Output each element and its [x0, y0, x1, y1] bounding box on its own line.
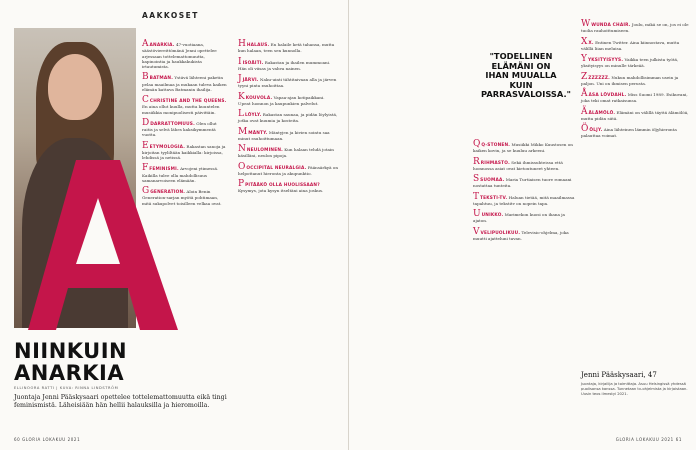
glossary-entry [142, 119, 228, 138]
entry-term: VELIPUOLIKUU. [480, 230, 521, 236]
glossary-entry [581, 90, 689, 104]
entry-text: Olen ollut raitis ja selvä lähes kaksikymmentä vuotta. [142, 120, 217, 138]
entry-text: Arvojeni ytimessä. Kaikilla tulee olla mahdollisuus samanarvoiseen elämään. [142, 166, 219, 183]
entry-initial-letter: A [142, 39, 149, 49]
entry-text: Mäntyjen ja kivien sointu saa minut rauhoittumaan. [238, 129, 330, 141]
entry-initial-letter: T [473, 191, 480, 202]
glossary-entry [142, 164, 228, 183]
entry-text: Marimekon kuosi on ihana ja ajaton. [473, 212, 565, 224]
entry-term: OCCIPITAL NEURALGIA. [246, 165, 307, 171]
entry-text: Sekä ihmissuhteissa että luonnossa asiat ovat kietoutuneet yhteen. [473, 159, 563, 171]
entry-initial-letter: X [581, 36, 588, 47]
entry-initial-letter: J [238, 74, 242, 84]
headline-line-1: NIINKUIN [14, 339, 128, 363]
entry-text: Rakastan sanoja ja kirjoitan tyyliltään kaikkialla: kirjoissa, lehdissä ja netissä. [142, 143, 226, 160]
entry-text: Aloin Benin Generation-sarjan myötä pohtimaan, mitä sukupolvet toisilleen velkaa ovat. [142, 189, 222, 206]
headline [14, 340, 127, 384]
signature-name: Jenni Pääskysaari, 47 [581, 371, 657, 379]
entry-term: DARRATTOMUUS. [150, 121, 195, 127]
glossary-entry [238, 180, 338, 194]
headline-line-2: ANARKIA [14, 361, 125, 385]
entry-text: Vapaa-ajan kotipaikkani. Upeat luonnon ja kaupunkien palvelut. [238, 94, 325, 106]
column-right-a [473, 140, 577, 245]
entry-initial-letter: Y [581, 54, 587, 64]
entry-initial-letter: Q [473, 139, 481, 149]
lead-paragraph: Juontaja Jenni Pääskysaari opettelee tottelemattomuutta eikä tingi feminismistä. Läheisiään hän hellii halauksilla ja hieromoilla. [14, 394, 227, 409]
entry-initial-letter: P [238, 179, 245, 189]
byline-credit: ELLINOORA RATTI | KUVA: RINNA LINDSTRÖM [14, 386, 119, 390]
entry-term: JÄRVI. [242, 78, 259, 83]
entry-term: TEKSTI-TV. [480, 195, 508, 201]
entry-initial-letter: H [238, 39, 246, 49]
entry-text: Vaikka teen julkista työtä, yksityisyys on minulle tärkeää. [581, 57, 679, 69]
entry-text: Televisio-ohjelma, joka muutti ajatteluni tavan. [473, 229, 569, 241]
entry-initial-letter: V [473, 226, 480, 237]
entry-term: WUNDA CHAIR. [591, 23, 631, 28]
entry-initial-letter: R [473, 156, 480, 167]
entry-text: Musiikki Mikko Kuustosen on kaiken kovin, ja se kuuluu arkeeni. [473, 142, 573, 154]
entry-initial-letter: S [473, 174, 480, 184]
glossary-entry [473, 158, 577, 172]
glossary-entry [142, 142, 228, 161]
section-tag: AAKKOSET [142, 11, 199, 20]
glossary-entry [581, 55, 689, 69]
entry-initial-letter: Å [581, 89, 588, 99]
entry-term: MÄNTY. [248, 130, 268, 136]
entry-text: Entinen Twitter. Aina kiinnostava, mutta välillä liian meluisa. [581, 39, 680, 51]
entry-term: BATMAN. [149, 76, 174, 82]
entry-text: Maria Turtiaisen tuore romaani nostattaa tunteita. [473, 177, 572, 189]
entry-term: ZZZZZZ. [588, 75, 610, 81]
entry-text: En aina ollut kuulla, mutta kuuntelen musiikkia monipuolisesti päivittäin. [142, 104, 220, 115]
column-middle [238, 40, 338, 198]
entry-text: En halaile ketä tahansa, mutta kun halaan, teen sen kunnolla. [238, 42, 335, 54]
column-right-b [581, 20, 689, 143]
entry-term: SUOMAA. [480, 178, 505, 183]
entry-term: ETYMOLOGIA. [149, 144, 186, 150]
entry-initial-letter: I [238, 56, 242, 67]
entry-text: Elämäni on välillä täyttä älämölöä, mutta pidän siitä. [581, 109, 689, 121]
portrait-face [48, 54, 102, 120]
entry-term: UNIKKO. [481, 213, 504, 218]
entry-term: KOUVOLA. [245, 95, 273, 101]
glossary-entry [581, 125, 689, 139]
glossary-entry [581, 20, 689, 34]
entry-term: ÅSA LÖVDAHL. [588, 93, 627, 98]
entry-term: LÖYLY. [244, 113, 262, 118]
glossary-entry [238, 128, 338, 142]
entry-term: PITÄÄKÖ OLLA HUOLISSAAN? [245, 183, 320, 188]
entry-text: Päänsärkyä on helpottanut hieronta ja akupunktio. [238, 164, 338, 176]
entry-initial-letter: F [142, 163, 149, 174]
glossary-entry [238, 163, 338, 177]
entry-text: Aina lähteinen lämmin öljyhieronta palauttaa voimat. [581, 127, 677, 139]
entry-term: FEMINISMI. [149, 167, 179, 173]
entry-text: Joulu, mikä se on, jos ei ole tuolia rauhoittumiseen. [581, 22, 689, 34]
entry-term: GENERATION. [150, 190, 186, 195]
entry-initial-letter: K [238, 91, 245, 102]
entry-term: NEULOMINEN. [246, 148, 283, 153]
entry-term: ISOÄITI. [242, 60, 264, 66]
entry-initial-letter: M [238, 126, 248, 137]
footer-left [14, 437, 80, 442]
glossary-entry [238, 58, 338, 72]
entry-text: Ystävä lähteeni paketin pelaa maailmaa ja mukaan tuleva kaiken elämän kattava Batmanin ihailija. [142, 75, 227, 92]
glossary-entry [238, 110, 338, 124]
glossary-entry [581, 73, 689, 87]
glossary-entry [142, 187, 228, 206]
entry-term: HALAUS. [246, 43, 270, 48]
glossary-entry [581, 38, 689, 52]
signature-box [581, 371, 689, 396]
glossary-entry [473, 175, 577, 189]
entry-text: Miss Suomi 1989. Esikuvani, joka teki omat ratkaisunsa. [581, 92, 688, 104]
right-page [348, 0, 696, 450]
entry-term: ÖLJY. [589, 128, 603, 133]
glossary-entry [238, 40, 338, 54]
entry-term: Q-STONEN. [481, 143, 511, 148]
entry-text: Rakastan ja ihailen mummoani. Hän oli viisas ja vahva nainen. [238, 59, 331, 71]
entry-term: ANARKIA. [149, 43, 175, 48]
entry-text: Kun halaan tehdä jotain käsilläni, neulon pipoja. [238, 147, 334, 159]
entry-term: RIHMASTO. [480, 160, 510, 166]
entry-initial-letter: W [581, 19, 591, 29]
glossary-entry [473, 228, 577, 242]
pull-quote: "TODELLINEN ELÄMÄNI ON IHAN MUUALLA KUIN PARRASVALOISSA." [481, 51, 571, 99]
glossary-entry [473, 140, 577, 154]
entry-initial-letter: E [142, 140, 149, 151]
entry-initial-letter: L [238, 109, 244, 119]
entry-term: X. [588, 40, 594, 46]
signature-bio: Juontaja, kirjailija ja toimittaja. Asuu Helsingissä yhdessä puolisonsa kanssa. Tunnetaan tv-ohjelmista ja kirjoistaan. Uusin teos ilmestyi 2021. [581, 382, 688, 396]
entry-initial-letter: Z [581, 71, 588, 82]
footer-magazine-right: GLORIA LOKAKUU 2021 [615, 437, 674, 442]
glossary-entry [238, 75, 338, 89]
entry-term: CHRISTINE AND THE QUEENS. [149, 99, 227, 104]
entry-text: 47-vuotiaana, säästöviereittömänä Jenni opettelee arjessaan tottelemattomuutta, kapinointia ja haukkakukista irtautumista. [142, 42, 217, 69]
glossary-entry [142, 73, 228, 92]
glossary-entry [473, 193, 577, 207]
glossary-entry [142, 40, 228, 69]
column-left [142, 40, 228, 210]
entry-text: Kysymys, jota kysyn itseltäni aina joskus. [238, 188, 324, 194]
entry-term: YKSITYISYYS. [587, 58, 624, 63]
glossary-entry [581, 108, 689, 122]
page-number-right: 61 [675, 437, 682, 442]
entry-initial-letter: C [142, 95, 149, 105]
entry-initial-letter: O [238, 161, 246, 172]
glossary-entry [238, 145, 338, 159]
footer-magazine-left: GLORIA LOKAKUU 2021 [22, 437, 81, 442]
entry-initial-letter: U [473, 209, 481, 219]
entry-initial-letter: B [142, 72, 149, 83]
glossary-entry [473, 210, 577, 224]
footer-right [616, 437, 682, 442]
entry-text: Naku-uinti tähtitaivaan alla ja järven tyyni pinta rauhoittaa. [238, 77, 337, 89]
entry-initial-letter: G [142, 186, 150, 196]
entry-text: Haluan tietää, mitä maailmassa tapahtuu, ja tekstitv on nopein tapa. [473, 194, 575, 206]
page-number-left: 60 [14, 437, 21, 442]
entry-initial-letter: Ö [581, 124, 589, 134]
entry-term: ÄLÄMÖLÖ. [588, 110, 616, 116]
entry-text: Rakastan saunaa, ja pidän löylyistä, jotka ovat kuumia ja kosteita. [238, 112, 338, 124]
entry-text: Nukun mahdollisimman usein ja paljon. Uni on ihmisen perusta. [581, 74, 679, 86]
entry-initial-letter: N [238, 144, 246, 154]
entry-initial-letter: Ä [581, 106, 588, 117]
glossary-entry [142, 96, 228, 115]
entry-initial-letter: D [142, 117, 150, 128]
glossary-entry [238, 93, 338, 107]
